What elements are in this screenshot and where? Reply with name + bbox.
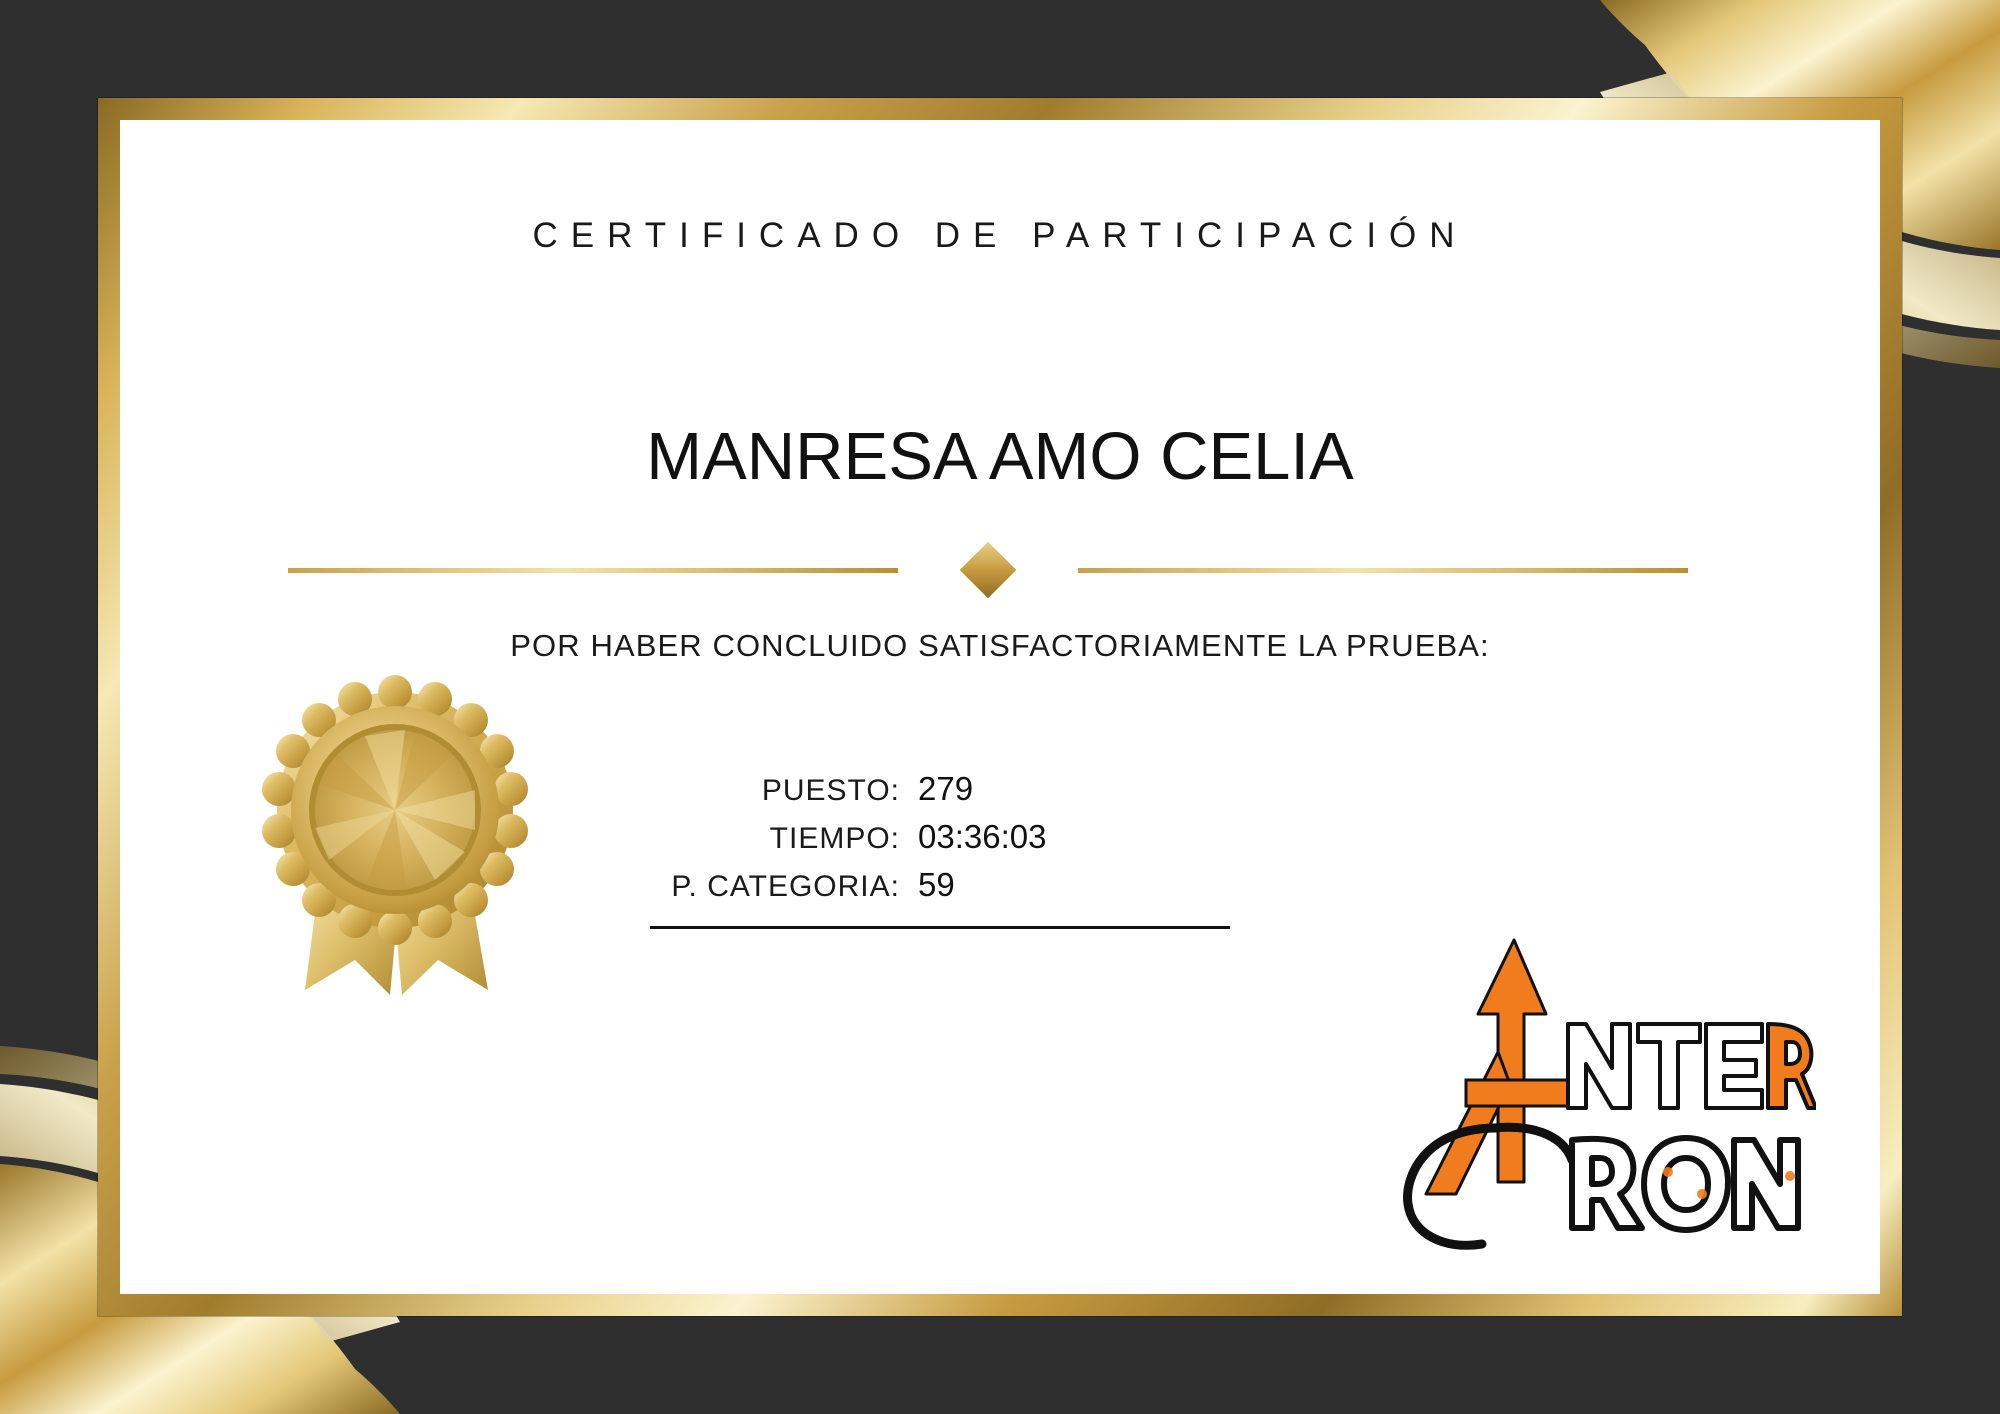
certificate-title: CERTIFICADO DE PARTICIPACIÓN (532, 216, 1468, 255)
results-block (560, 770, 1200, 929)
certificate-card (120, 120, 1880, 1294)
result-row (560, 770, 1200, 808)
recipient-name: MANRESA AMO CELIA (646, 419, 1354, 494)
award-medal-icon (250, 660, 540, 1000)
divider-bar-right (1078, 568, 1688, 573)
signature-line (650, 926, 1230, 929)
divider-diamond-icon (960, 542, 1017, 599)
result-value-puesto: 279 (918, 770, 974, 807)
result-value-tiempo: 03:36:03 (918, 818, 1047, 855)
result-row (560, 818, 1200, 856)
result-row (560, 866, 1200, 904)
certificate-subtitle: POR HABER CONCLUIDO SATISFACTORIAMENTE LA PRUEBA: (510, 628, 1490, 663)
intercrono-logo-icon (1386, 932, 1816, 1252)
gold-frame (98, 98, 1902, 1316)
result-label-categoria: P. CATEGORIA: (671, 870, 900, 903)
result-label-tiempo: TIEMPO: (769, 822, 900, 855)
divider-bar-left (288, 568, 898, 573)
result-value-categoria: 59 (918, 866, 955, 903)
result-label-puesto: PUESTO: (761, 774, 900, 807)
ornamental-divider (288, 550, 1688, 590)
